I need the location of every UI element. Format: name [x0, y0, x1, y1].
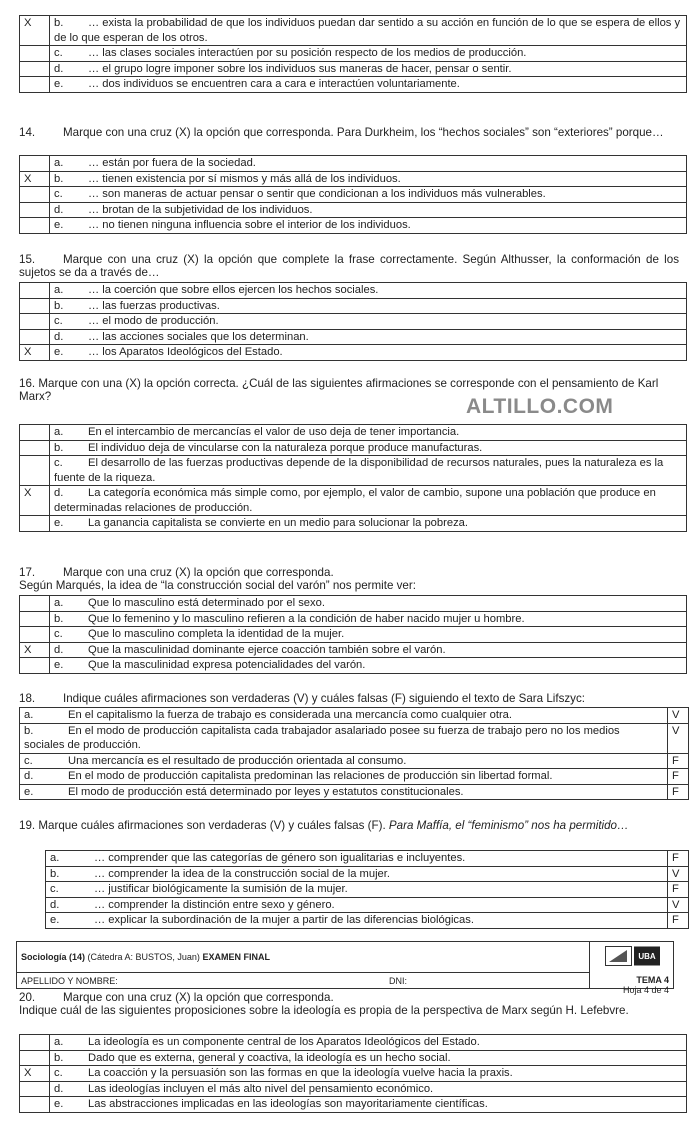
answer-mark [20, 658, 50, 674]
option-text [50, 440, 687, 456]
answer-mark [20, 298, 50, 314]
option-row [20, 627, 687, 643]
dni-label: DNI: [389, 976, 407, 986]
option-label: El desarrollo de las fuerzas productivas depende de la disponibilidad de recursos naturales, pues la naturaleza es la fuente de la riqueza. [54, 457, 664, 484]
option-row [20, 298, 687, 314]
option-label: … el modo de producción. [88, 315, 219, 327]
option-letter: c. [54, 457, 63, 469]
statement-text [46, 897, 668, 913]
statement-letter: c. [24, 754, 33, 767]
option-row [20, 156, 687, 172]
option-row [20, 440, 687, 456]
option-letter: c. [54, 628, 63, 640]
q19-statements-table [45, 850, 689, 929]
option-letter: e. [54, 1098, 64, 1110]
statement-text [46, 851, 668, 867]
option-text [50, 611, 687, 627]
exam-type: EXAMEN FINAL [202, 952, 270, 962]
statement-letter: d. [50, 898, 60, 911]
statement-letter: a. [24, 709, 34, 721]
q17-prompt: 17. Marque con una cruz (X) la opción que corresponda. Según Marqués, la idea de “la construcción social del varón” nos permite ver: [19, 566, 416, 592]
option-row [20, 314, 687, 330]
option-text [50, 1050, 687, 1066]
option-label: … la coerción que sobre ellos ejercen los hechos sociales. [88, 284, 379, 296]
option-label: … tienen existencia por sí mismos y más allá de los individuos. [88, 172, 401, 185]
option-letter: d. [54, 1082, 64, 1095]
option-label: En el intercambio de mercancías el valor de uso deja de tener importancia. [88, 426, 460, 438]
true-false-answer: V [668, 866, 689, 882]
statement-row [46, 851, 689, 867]
statement-letter: b. [24, 724, 34, 737]
option-text [50, 202, 687, 218]
answer-mark [20, 218, 50, 234]
exam-header-box [16, 941, 674, 995]
option-row [20, 611, 687, 627]
option-row [20, 425, 687, 441]
option-row [20, 329, 687, 345]
option-text [50, 658, 687, 674]
true-false-answer: F [668, 753, 689, 769]
option-text [50, 171, 687, 187]
option-text [50, 61, 687, 77]
statement-row [46, 897, 689, 913]
statement-label: … comprender que las categorías de género son igualitarias e incluyentes. [94, 852, 466, 864]
option-row [20, 642, 687, 658]
statement-letter: e. [50, 914, 60, 926]
answer-mark [20, 1097, 50, 1113]
option-text [50, 1097, 687, 1113]
q20-prompt: 20. Marque con una cruz (X) la opción que corresponda. Indique cuál de las siguientes proposiciones sobre la ideología es propia de la perspectiva de Marx según H. Lefebvre. [19, 991, 629, 1017]
statement-text [20, 723, 668, 753]
tema-label: TEMA 4 [636, 975, 669, 985]
true-false-answer: V [668, 708, 689, 724]
option-letter: c. [54, 47, 63, 59]
option-label: Que lo masculino completa la identidad de la mujer. [88, 628, 345, 640]
q19-prompt: 19. Marque cuáles afirmaciones son verdaderas (V) y cuáles falsas (F). Para Maffía, el “feminismo” nos ha permitido… [19, 819, 629, 832]
option-letter: c. [54, 1067, 63, 1079]
answer-mark [20, 627, 50, 643]
option-label: … exista la probabilidad de que los individuos puedan dar sentido a su acción en función de lo que se espera de ellos y de lo que esperan de los otros. [54, 17, 681, 44]
student-info-cell [17, 973, 590, 988]
statement-label: En el capitalismo la fuerza de trabajo es considerada una mercancía como cualquier otra. [68, 709, 513, 721]
option-label: La ideología es un componente central de los Aparatos Ideológicos del Estado. [88, 1036, 480, 1048]
option-text [50, 156, 687, 172]
option-text [50, 314, 687, 330]
option-row [20, 171, 687, 187]
answer-mark: X [20, 642, 50, 658]
answer-mark [20, 516, 50, 532]
true-false-answer: F [668, 784, 689, 800]
statement-text [20, 708, 668, 724]
option-label: … están por fuera de la sociedad. [88, 157, 256, 169]
statement-letter: c. [50, 883, 59, 895]
statement-letter: b. [50, 867, 60, 880]
option-letter: a. [54, 1036, 64, 1048]
q20-options-table [19, 1034, 687, 1113]
statement-row [20, 769, 689, 785]
q14-prompt: 14. Marque con una cruz (X) la opción que corresponda. Para Durkheim, los “hechos sociales” son “exteriores” porque… [19, 126, 664, 139]
q15-prompt: 15. Marque con una cruz (X) la opción que complete la frase correctamente. Según Althusser, la conformación de los sujetos se da a través de… [19, 253, 679, 279]
option-letter: c. [54, 315, 63, 327]
answer-mark [20, 596, 50, 612]
option-text [50, 1066, 687, 1082]
option-label: La categoría económica más simple como, por ejemplo, el valor de cambio, supone una población que produce en determinadas relaciones de producción. [54, 487, 656, 514]
answer-mark: X [20, 16, 50, 46]
option-label: La coacción y la persuasión son las formas en que la ideología vuelve hacia la praxis. [88, 1067, 513, 1079]
answer-mark [20, 46, 50, 62]
option-text [50, 46, 687, 62]
option-letter: b. [54, 441, 64, 454]
q18-statements-table [19, 707, 689, 800]
option-row [20, 1066, 687, 1082]
option-letter: d. [54, 203, 64, 216]
statement-row [46, 882, 689, 898]
true-false-answer: F [668, 882, 689, 898]
option-row [20, 345, 687, 361]
statement-label: … justificar biológicamente la sumisión de la mujer. [94, 883, 348, 895]
option-letter: a. [54, 284, 64, 296]
answer-mark [20, 1050, 50, 1066]
option-text [50, 218, 687, 234]
option-row [20, 61, 687, 77]
true-false-answer: F [668, 913, 689, 929]
true-false-answer: V [668, 897, 689, 913]
option-text [50, 16, 687, 46]
option-label: … las clases sociales interactúen por su posición respecto de los medios de producción. [88, 47, 527, 59]
q17-number: 17. [19, 566, 36, 579]
option-text [50, 596, 687, 612]
name-label: APELLIDO Y NOMBRE: [21, 976, 118, 986]
option-letter: a. [54, 426, 64, 438]
option-label: Que lo femenino y lo masculino refieren a la condición de haber nacido mujer u hombre. [88, 612, 525, 625]
option-row [20, 46, 687, 62]
option-row [20, 1050, 687, 1066]
statement-label: En el modo de producción capitalista predominan las relaciones de producción sin libertad formal. [68, 770, 553, 782]
option-row [20, 516, 687, 532]
answer-mark [20, 202, 50, 218]
option-label: La ganancia capitalista se convierte en un medio para solucionar la pobreza. [88, 517, 468, 529]
option-letter: d. [54, 643, 64, 656]
option-text [50, 486, 687, 516]
statement-row [46, 866, 689, 882]
option-letter: e. [54, 346, 64, 358]
option-text [50, 642, 687, 658]
statement-letter: e. [24, 785, 34, 798]
option-letter: e. [54, 78, 64, 90]
statement-letter: d. [24, 770, 34, 782]
answer-mark [20, 1081, 50, 1097]
answer-mark: X [20, 345, 50, 361]
answer-mark: X [20, 171, 50, 187]
statement-row [20, 723, 689, 753]
answer-mark [20, 187, 50, 203]
q15-number: 15. [19, 253, 36, 266]
q13-options-table [19, 15, 687, 93]
statement-row [20, 708, 689, 724]
q16-options-table [19, 424, 687, 532]
q14-options-table [19, 155, 687, 234]
statement-text [46, 882, 668, 898]
option-letter: b. [54, 172, 64, 185]
statement-text [46, 866, 668, 882]
option-text [50, 425, 687, 441]
answer-mark [20, 425, 50, 441]
statement-label: El modo de producción está determinado por leyes y estatutos constitucionales. [68, 785, 464, 798]
option-text [50, 345, 687, 361]
option-label: Que la masculinidad expresa potencialidades del varón. [88, 659, 366, 671]
statement-row [46, 913, 689, 929]
option-row [20, 596, 687, 612]
answer-mark [20, 329, 50, 345]
option-label: Que lo masculino está determinado por el sexo. [88, 597, 325, 609]
statement-text [20, 753, 668, 769]
option-text [50, 1081, 687, 1097]
svg-text:UBA: UBA [638, 952, 656, 961]
option-letter: c. [54, 188, 63, 200]
option-label: Que la masculinidad dominante ejerce coacción también sobre el varón. [88, 643, 446, 656]
option-row [20, 77, 687, 93]
option-letter: d. [54, 62, 64, 75]
subject-name: Sociología (14) [21, 952, 86, 962]
statement-text [46, 913, 668, 929]
answer-mark [20, 156, 50, 172]
option-label: Las ideologías incluyen el más alto nivel del pensamiento económico. [88, 1082, 434, 1095]
q18-prompt: 18. Indique cuáles afirmaciones son verdaderas (V) y cuáles falsas (F) siguiendo el texto de Sara Lifszyc: [19, 692, 585, 705]
sheet-label: Hoja 4 de 4 [622, 985, 669, 995]
answer-mark [20, 283, 50, 299]
statement-label: … comprender la idea de la construcción social de la mujer. [94, 867, 390, 880]
option-row [20, 187, 687, 203]
option-label: … las fuerzas productivas. [88, 299, 220, 312]
q16-number: 16. [19, 377, 36, 390]
statement-text [20, 784, 668, 800]
answer-mark [20, 314, 50, 330]
statement-row [20, 784, 689, 800]
statement-text [20, 769, 668, 785]
option-row [20, 218, 687, 234]
true-false-answer: V [668, 723, 689, 753]
subject-chair: (Cátedra A: BUSTOS, Juan) [87, 952, 200, 962]
option-row [20, 1035, 687, 1051]
answer-mark: X [20, 1066, 50, 1082]
statement-label: En el modo de producción capitalista cada trabajador asalariado posee su fuerza de trabajo pero no los medios sociales de producción. [24, 724, 620, 751]
option-letter: a. [54, 597, 64, 609]
option-text [50, 456, 687, 486]
option-letter: b. [54, 17, 64, 29]
option-letter: b. [54, 612, 64, 625]
option-label: … son maneras de actuar pensar o sentir que condicionan a los individuos más vulnerables. [88, 188, 546, 200]
q20-number: 20. [19, 991, 36, 1004]
option-text [50, 1035, 687, 1051]
answer-mark [20, 456, 50, 486]
q14-number: 14. [19, 126, 36, 139]
q19-number: 19. [19, 819, 36, 832]
option-row [20, 658, 687, 674]
option-row [20, 16, 687, 46]
statement-label: … explicar la subordinación de la mujer a partir de las diferencias biológicas. [94, 914, 474, 926]
option-letter: e. [54, 219, 64, 231]
option-label: Las abstracciones implicadas en las ideologías son mayoritariamente científicas. [88, 1098, 488, 1110]
statement-label: Una mercancía es el resultado de producción orientada al consumo. [68, 754, 407, 767]
option-text [50, 329, 687, 345]
option-row [20, 283, 687, 299]
option-letter: b. [54, 299, 64, 312]
option-text [50, 187, 687, 203]
answer-mark [20, 1035, 50, 1051]
option-letter: d. [54, 487, 64, 499]
option-label: … brotan de la subjetividad de los individuos. [88, 203, 313, 216]
option-letter: e. [54, 659, 64, 671]
option-label: … dos individuos se encuentren cara a cara e interactúen voluntariamente. [88, 78, 460, 90]
watermark-logo: ALTILLO.COM [466, 395, 614, 418]
option-text [50, 283, 687, 299]
option-letter: a. [54, 157, 64, 169]
option-row [20, 456, 687, 486]
option-label: … no tienen ninguna influencia sobre el interior de los individuos. [88, 219, 411, 231]
q15-options-table [19, 282, 687, 361]
option-row [20, 486, 687, 516]
answer-mark: X [20, 486, 50, 516]
option-label: … el grupo logre imponer sobre los individuos sus maneras de hacer, pensar o sentir. [88, 62, 512, 75]
answer-mark [20, 440, 50, 456]
option-letter: e. [54, 517, 64, 529]
option-row [20, 1081, 687, 1097]
answer-mark [20, 77, 50, 93]
statement-letter: a. [50, 852, 60, 864]
option-label: El individuo deja de vincularse con la naturaleza porque produce manufacturas. [88, 441, 483, 454]
uba-logo [605, 946, 661, 966]
q17-options-table [19, 595, 687, 674]
option-letter: b. [54, 1051, 64, 1064]
statement-row [20, 753, 689, 769]
exam-title-cell [17, 942, 590, 973]
option-label: … las acciones sociales que los determinan. [88, 330, 309, 343]
q16-prompt: 16. Marque con una (X) la opción correcta. ¿Cuál de las siguientes afirmaciones se corresponde con el pensamiento de Karl Marx? [19, 377, 659, 403]
answer-mark [20, 61, 50, 77]
option-label: Dado que es externa, general y coactiva, la ideología es un hecho social. [88, 1051, 451, 1064]
option-label: … los Aparatos Ideológicos del Estado. [88, 346, 283, 358]
option-row [20, 202, 687, 218]
true-false-answer: F [668, 769, 689, 785]
q18-number: 18. [19, 692, 36, 705]
option-letter: d. [54, 330, 64, 343]
option-text [50, 627, 687, 643]
option-text [50, 77, 687, 93]
answer-mark [20, 611, 50, 627]
statement-label: … comprender la distinción entre sexo y género. [94, 898, 335, 911]
option-text [50, 516, 687, 532]
true-false-answer: F [668, 851, 689, 867]
option-text [50, 298, 687, 314]
option-row [20, 1097, 687, 1113]
